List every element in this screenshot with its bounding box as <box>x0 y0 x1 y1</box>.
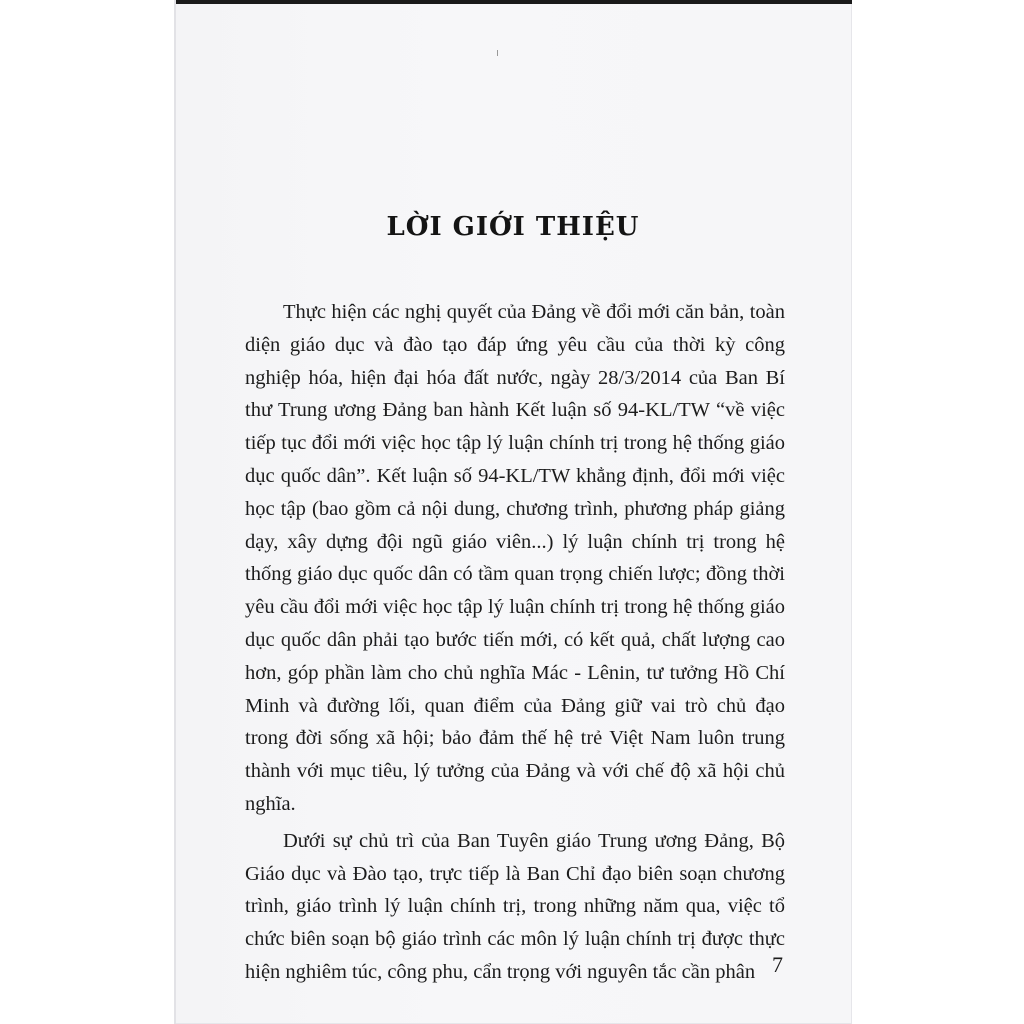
body-text <box>245 296 785 989</box>
page-number: 7 <box>772 952 783 977</box>
page-spine-edge <box>174 0 176 1024</box>
paragraph-2: Dưới sự chủ trì của Ban Tuyên giáo Trung ương Đảng, Bộ Giáo dục và Đào tạo, trực tiếp là Ban Chỉ đạo biên soạn chương trình, giáo trình lý luận chính trị, trong những năm qua, việc tổ chức biên soạn bộ giáo trình các môn lý luận chính trị được thực hiện nghiêm túc, công phu, cẩn trọng với nguyên tắc cần phân <box>245 829 785 983</box>
page-mark <box>497 50 498 56</box>
page-top-edge <box>174 0 852 4</box>
page-title: LỜI GIỚI THIỆU <box>386 212 640 242</box>
paragraph-1: Thực hiện các nghị quyết của Đảng về đổi mới căn bản, toàn diện giáo dục và đào tạo đáp ứng yêu cầu của thời kỳ công nghiệp hóa, hiện đại hóa đất nước, ngày 28/3/2014 của Ban Bí thư Trung ương Đảng ban hành Kết luận số 94-KL/TW “về việc tiếp tục đổi mới việc học tập lý luận chính trị trong hệ thống giáo dục quốc dân”. Kết luận số 94-KL/TW khẳng định, đổi mới việc học tập (bao gồm cả nội dung, chương trình, phương pháp giảng dạy, xây dựng đội ngũ giáo viên...) lý luận chính trị trong hệ thống giáo dục quốc dân có tầm quan trọng chiến lược; đồng thời yêu cầu đổi mới việc học tập lý luận chính trị trong hệ thống giáo dục quốc dân phải tạo bước tiến mới, có kết quả, chất lượng cao hơn, góp phần làm cho chủ nghĩa Mác - Lênin, tư tưởng Hồ Chí Minh và đường lối, quan điểm của Đảng giữ vai trò chủ đạo trong đời sống xã hội; bảo đảm thế hệ trẻ Việt Nam luôn trung thành với mục tiêu, lý tưởng của Đảng và với chế độ xã hội chủ nghĩa. <box>245 301 785 815</box>
